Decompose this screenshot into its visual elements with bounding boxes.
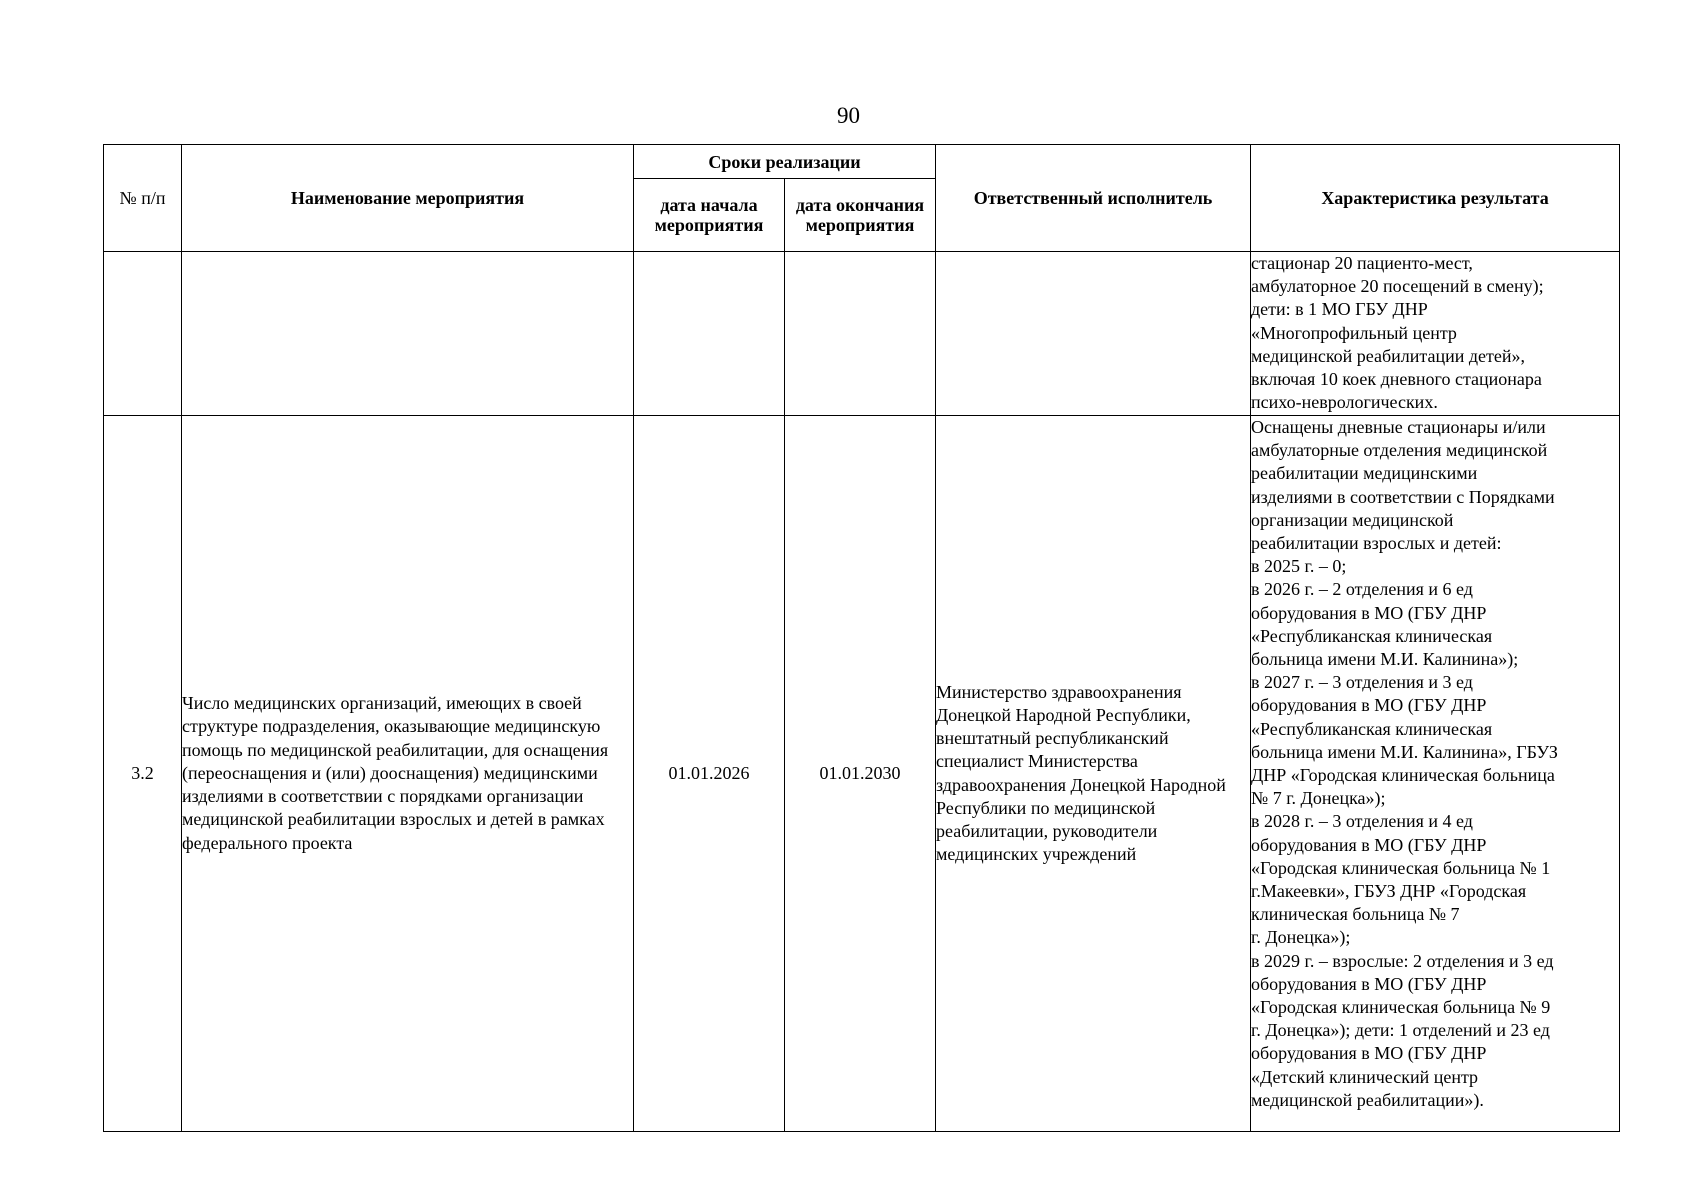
result-line: оборудования в МО (ГБУ ДНР [1251, 602, 1487, 623]
result-line: организации медицинской [1251, 509, 1454, 530]
result-line: Оснащены дневные стационары и/или [1251, 417, 1546, 437]
row-name: Число медицинских организаций, имеющих в своей структуре подразделения, оказывающие медицинскую помощь по медицинской реабилитации, для оснащения (переоснащения и (или) дооснащения) медицинскими изделиями в соответствии с порядками организации медицинской реабилитации взрослых и детей в рамках федерального проекта [182, 416, 634, 1132]
header-end-date: дата окончания мероприятия [785, 179, 936, 252]
result-line: включая 10 коек дневного стационара [1251, 369, 1542, 390]
result-line: «Городская клиническая больница № 9 [1251, 997, 1551, 1018]
table-row [104, 416, 1620, 1132]
result-line: стационар 20 пациенто-мест, [1251, 253, 1473, 273]
result-line: оборудования в МО (ГБУ ДНР [1251, 1043, 1487, 1064]
result-line: «Городская клиническая больница № 1 [1251, 857, 1551, 878]
result-line: г. Донецка»); [1251, 927, 1351, 948]
result-line: № 7 г. Донецка»); [1251, 788, 1386, 809]
result-line: психо-неврологических. [1251, 392, 1438, 413]
row-executor [936, 252, 1251, 416]
result-line: изделиями в соответствии с Порядками [1251, 486, 1555, 507]
result-line: медицинской реабилитации детей», [1251, 345, 1526, 366]
result-line: реабилитации медицинскими [1251, 463, 1478, 484]
row-end-date: 01.01.2030 [785, 416, 936, 1132]
result-line: в 2027 г. – 3 отделения и 3 ед [1251, 672, 1473, 693]
result-line: медицинской реабилитации»). [1251, 1089, 1484, 1110]
result-line: ДНР «Городская клиническая больница [1251, 765, 1555, 786]
result-line: в 2029 г. – взрослые: 2 отделения и 3 ед [1251, 950, 1554, 971]
result-line: «Многопрофильный центр [1251, 322, 1457, 343]
result-line: г. Донецка»); дети: 1 отделений и 23 ед [1251, 1020, 1550, 1041]
row-start-date [634, 252, 785, 416]
result-line: в 2028 г. – 3 отделения и 4 ед [1251, 811, 1473, 832]
row-result [1251, 252, 1620, 416]
row-end-date [785, 252, 936, 416]
row-start-date: 01.01.2026 [634, 416, 785, 1132]
result-line: в 2025 г. – 0; [1251, 556, 1347, 577]
header-start-date: дата начала мероприятия [634, 179, 785, 252]
row-num: 3.2 [104, 416, 182, 1132]
result-line: оборудования в МО (ГБУ ДНР [1251, 695, 1487, 716]
result-line: больница имени М.И. Калинина»); [1251, 649, 1519, 670]
result-line: г.Макеевки», ГБУЗ ДНР «Городская [1251, 881, 1527, 902]
result-line: «Республиканская клиническая [1251, 718, 1493, 739]
result-line: оборудования в МО (ГБУ ДНР [1251, 973, 1487, 994]
result-line: в 2026 г. – 2 отделения и 6 ед [1251, 579, 1473, 600]
header-terms: Сроки реализации [634, 145, 936, 179]
row-name [182, 252, 634, 416]
result-line: больница имени М.И. Калинина», ГБУЗ [1251, 741, 1558, 762]
result-line: амбулаторные отделения медицинской [1251, 440, 1548, 461]
row-executor: Министерство здравоохранения Донецкой Народной Республики, внештатный республиканский специалист Министерства здравоохранения Донецкой Народной Республики по медицинской реабилитации, руководители медицинских учреждений [936, 416, 1251, 1132]
row-num [104, 252, 182, 416]
activities-table [103, 144, 1620, 1132]
table-row [104, 252, 1620, 416]
result-line: амбулаторное 20 посещений в смену); [1251, 276, 1544, 297]
result-line: реабилитации взрослых и детей: [1251, 533, 1502, 554]
result-line: «Республиканская клиническая [1251, 625, 1493, 646]
header-result: Характеристика результата [1251, 145, 1620, 252]
header-name: Наименование мероприятия [182, 145, 634, 252]
result-line: «Детский клинический центр [1251, 1066, 1479, 1087]
result-line: клиническая больница № 7 [1251, 904, 1460, 925]
header-executor: Ответственный исполнитель [936, 145, 1251, 252]
page-number: 90 [837, 103, 860, 128]
result-line: оборудования в МО (ГБУ ДНР [1251, 834, 1487, 855]
row-result [1251, 416, 1620, 1132]
result-line: дети: в 1 МО ГБУ ДНР [1251, 299, 1428, 320]
header-num: № п/п [104, 145, 182, 252]
